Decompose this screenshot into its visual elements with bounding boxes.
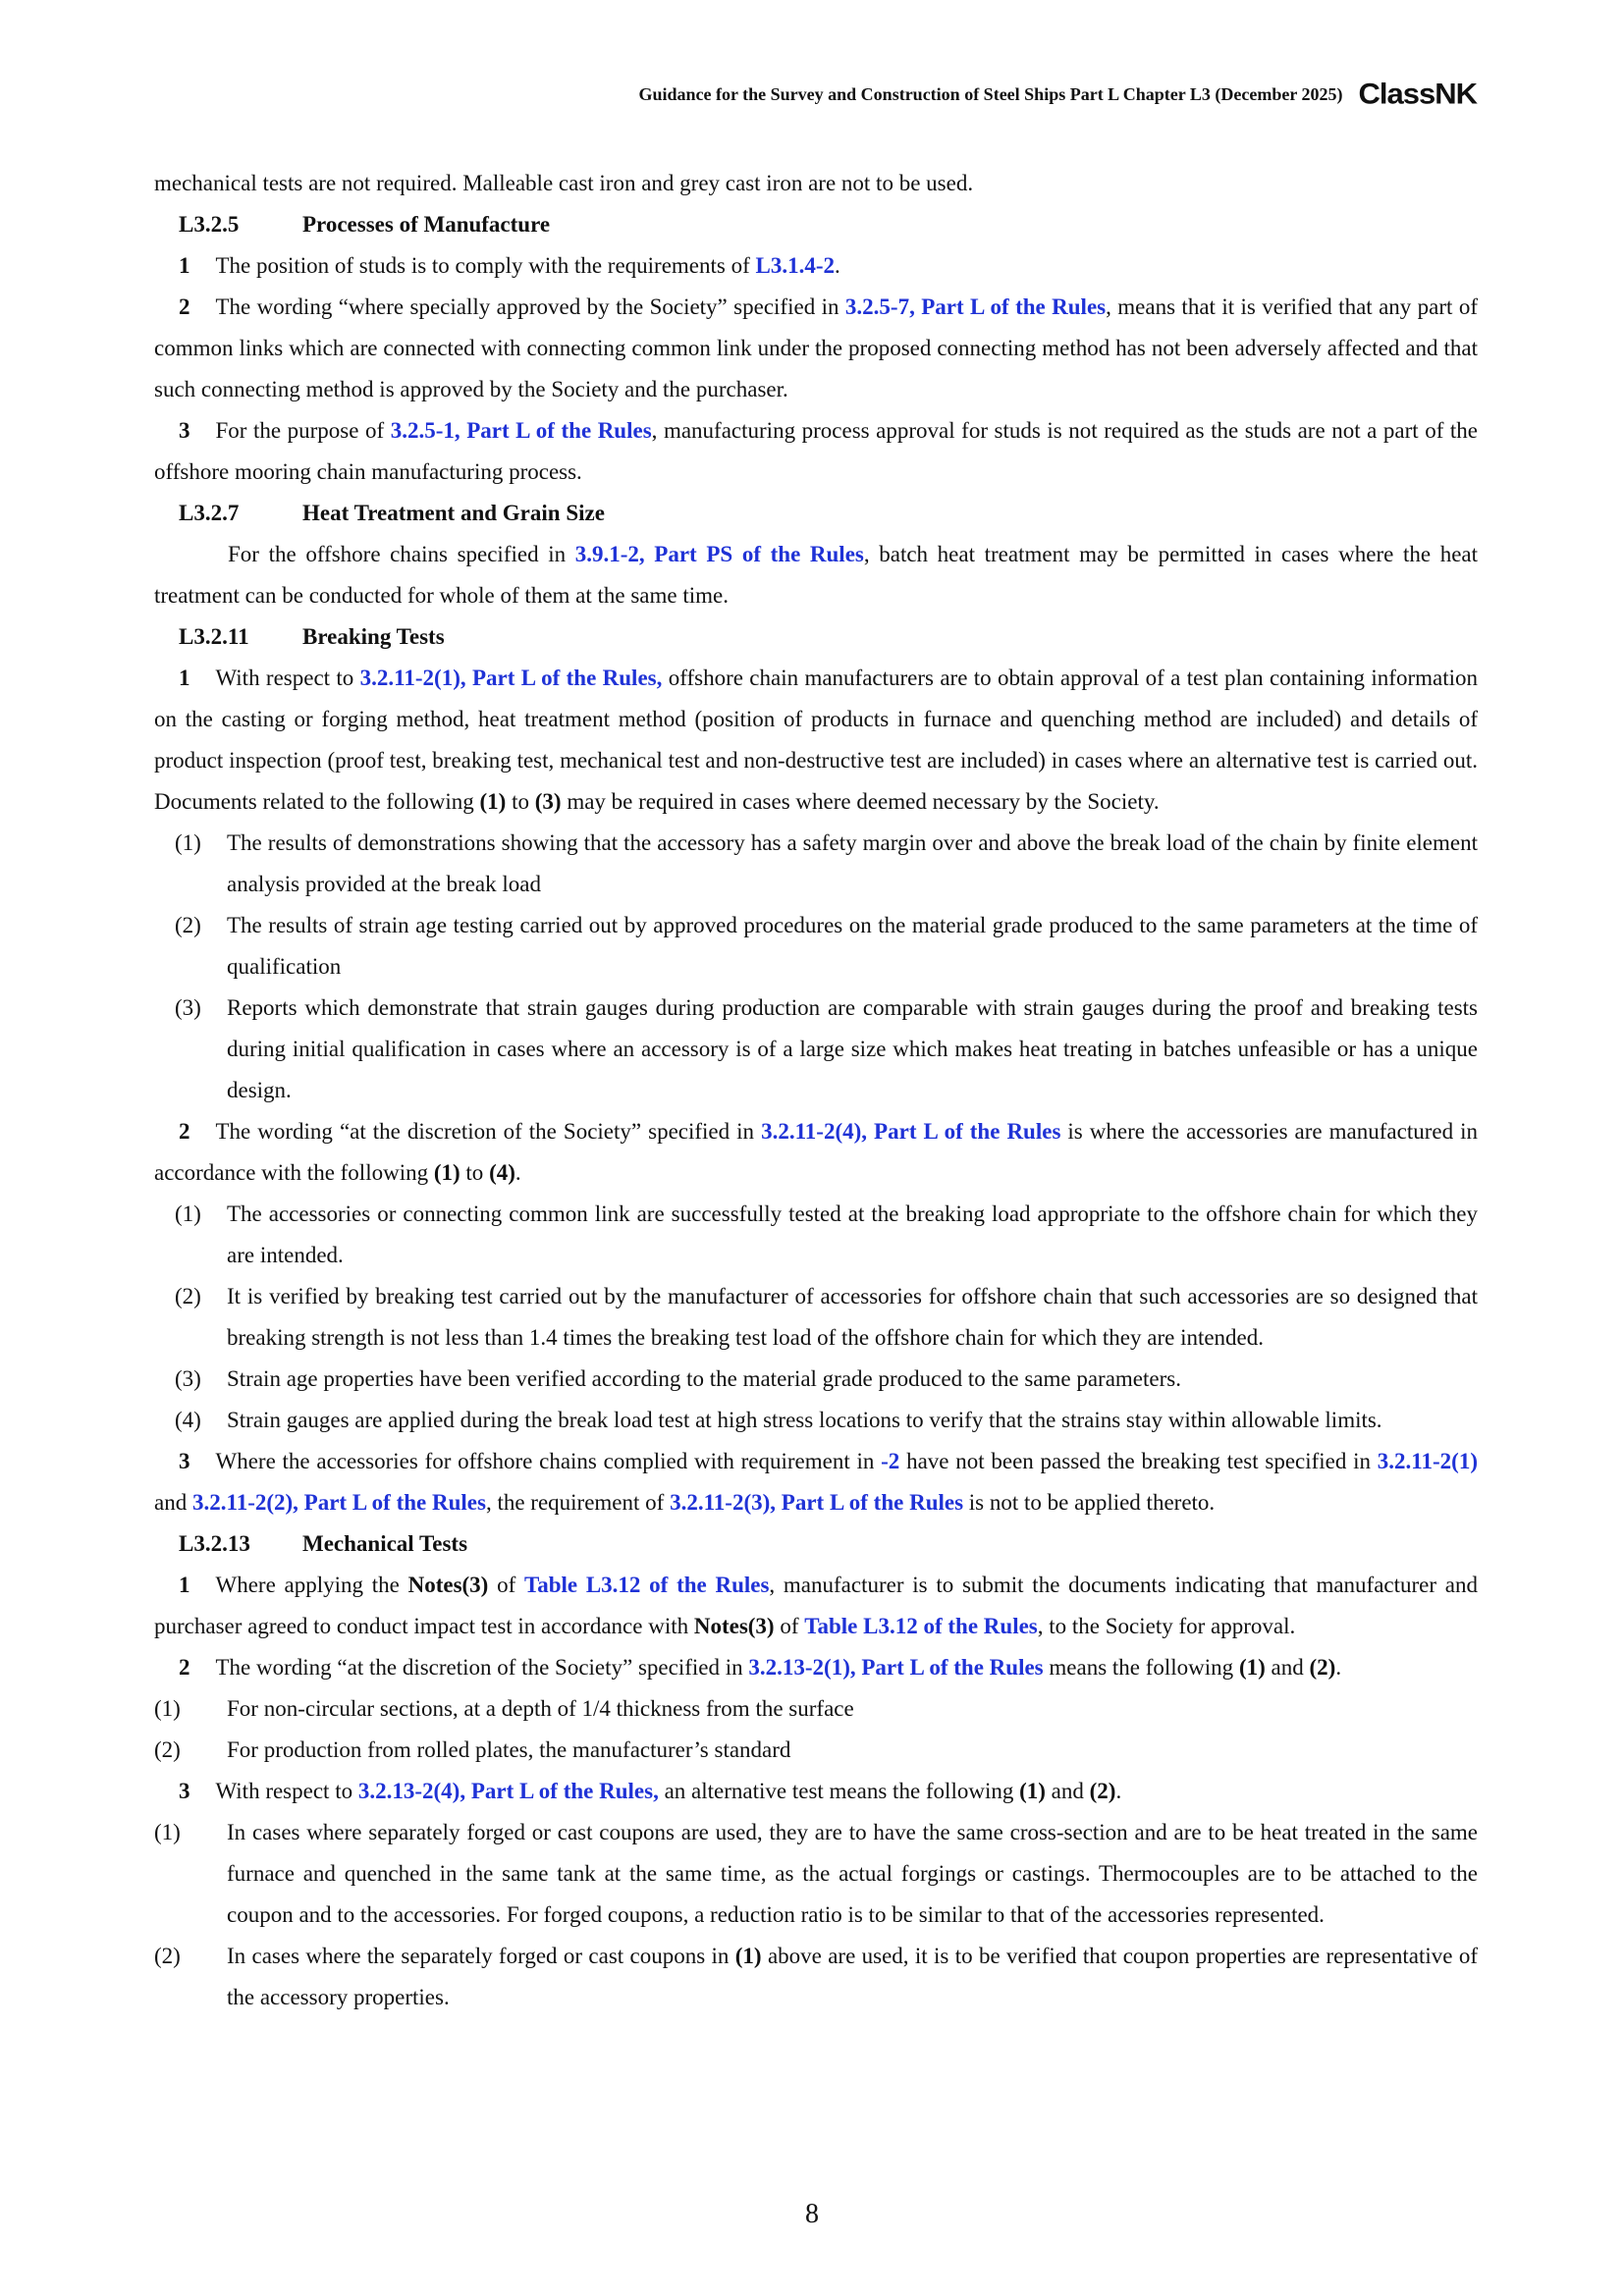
rule-link[interactable]: -2: [881, 1449, 900, 1473]
list-item: (1) The results of demonstrations showing that the accessory has a safety margin over and above the break load of the chain by finite element analysis provided at the break load: [175, 830, 1478, 896]
rule-link[interactable]: 3.9.1-2, Part PS of the Rules: [574, 542, 864, 566]
rule-link[interactable]: 3.2.11-2(1): [1377, 1449, 1479, 1473]
rule-link[interactable]: 3.2.11-2(4), Part L of the Rules: [761, 1119, 1061, 1144]
paragraph: 2 The wording “at the discretion of the Society” specified in 3.2.11-2(4), Part L of the Rules is where the accessories are manufactured in accordance with the following (1) to (4).: [154, 1119, 1478, 1185]
list-item: (1) The accessories or connecting common link are successfully tested at the breaking load appropriate to the offshore chain for which they are intended.: [175, 1201, 1478, 1267]
rule-link[interactable]: 3.2.11-2(3), Part L of the Rules: [670, 1490, 964, 1515]
paragraph: 1 The position of studs is to comply with the requirements of L3.1.4-2.: [179, 253, 840, 278]
list-item: (2) It is verified by breaking test carried out by the manufacturer of accessories for offshore chain that such accessories are so designed that breaking strength is not less than 1.4 times the breaking test load of the offshore chain for which they are intended.: [175, 1284, 1478, 1350]
list-item: (1) In cases where separately forged or cast coupons are used, they are to have the same cross-section and are to be heat treated in the same furnace and quenched in the same tank at the same time, as the actual forgings or castings. Thermocouples are to be attached to the coupon and to the accessories. For forged coupons, a reduction ratio is to be similar to that of the accessories represented.: [154, 1820, 1478, 1927]
paragraph: 1 With respect to 3.2.11-2(1), Part L of the Rules, offshore chain manufacturers are to obtain approval of a test plan containing information on the casting or forging method, heat treatment method (position of products in furnace and quenching method are included) and details of product inspection (proof test, breaking test, mechanical test and non-destructive test are included) in cases where an alternative test is carried out. Documents related to the following (1) to (3) may be required in cases where deemed necessary by the Society.: [154, 666, 1478, 814]
list-item: (2) The results of strain age testing carried out by approved procedures on the material grade produced to the same parameters at the time of qualification: [175, 913, 1478, 979]
paragraph: 3 For the purpose of 3.2.5-1, Part L of the Rules, manufacturing process approval for studs is not required as the studs are not a part of the offshore mooring chain manufacturing process.: [154, 418, 1479, 484]
list-item: (3) Strain age properties have been verified according to the material grade produced to the same parameters.: [175, 1366, 1181, 1391]
page-header: [639, 77, 1478, 112]
rule-link[interactable]: 3.2.11-2(1), Part L of the Rules,: [359, 666, 663, 690]
list-item: (3) Reports which demonstrate that strain gauges during production are comparable with strain gauges during the proof and breaking tests during initial qualification in cases where an accessory is of a large size which makes heat treating in batches unfeasible or has a unique design.: [175, 995, 1478, 1102]
paragraph: 3 Where the accessories for offshore chains complied with requirement in -2 have not been passed the breaking test specified in 3.2.11-2(1) and 3.2.11-2(2), Part L of the Rules, the requirement of 3.2.11-2(3), Part L of the Rules is not to be applied thereto.: [154, 1449, 1479, 1515]
paragraph: 1 Where applying the Notes(3) of Table L3.12 of the Rules, manufacturer is to submit the documents indicating that manufacturer and purchaser agreed to conduct impact test in accordance with Notes(3) of Table L3.12 of the Rules, to the Society for approval.: [154, 1573, 1478, 1638]
rule-link[interactable]: 3.2.5-1, Part L of the Rules: [390, 418, 652, 443]
section-heading-l3-2-5: L3.2.5 Processes of Manufacture: [179, 212, 551, 237]
section-heading-l3-2-13: L3.2.13 Mechanical Tests: [179, 1531, 468, 1556]
list-item: (1) For non-circular sections, at a depth of 1/4 thickness from the surface: [154, 1696, 854, 1721]
list-item: (2) In cases where the separately forged or cast coupons in (1) above are used, it is to be verified that coupon properties are representative of the accessory properties.: [154, 1944, 1478, 2009]
document-body: [154, 163, 1478, 2018]
classnk-logo: ClassNK: [1358, 77, 1477, 111]
rule-link[interactable]: L3.1.4-2: [755, 253, 836, 278]
list-item: (2) For production from rolled plates, the manufacturer’s standard: [154, 1737, 791, 1762]
paragraph-continuation: mechanical tests are not required. Malleable cast iron and grey cast iron are not to be used.: [154, 171, 974, 195]
rule-link[interactable]: 3.2.5-7, Part L of the Rules: [844, 294, 1107, 319]
rule-link[interactable]: Table L3.12 of the Rules: [804, 1614, 1038, 1638]
page-number: 8: [805, 2199, 819, 2229]
paragraph: 2 The wording “where specially approved by the Society” specified in 3.2.5-7, Part L of the Rules, means that it is verified that any part of common links which are connected with connecting common link under the proposed connecting method has not been adversely affected and that such connecting method is approved by the Society and the purchaser.: [154, 294, 1479, 401]
rule-link[interactable]: 3.2.13-2(1), Part L of the Rules: [748, 1655, 1044, 1680]
paragraph: 3 With respect to 3.2.13-2(4), Part L of the Rules, an alternative test means the following (1) and (2).: [179, 1779, 1122, 1803]
paragraph: 2 The wording “at the discretion of the Society” specified in 3.2.13-2(1), Part L of the Rules means the following (1) and (2).: [179, 1655, 1342, 1680]
rule-link[interactable]: Table L3.12 of the Rules: [523, 1573, 770, 1597]
document-title: Guidance for the Survey and Construction of Steel Ships Part L Chapter L3 (December 2025): [638, 83, 1343, 104]
rule-link[interactable]: 3.2.11-2(2), Part L of the Rules: [191, 1490, 486, 1515]
paragraph: For the offshore chains specified in 3.9.1-2, Part PS of the Rules, batch heat treatment may be permitted in cases where the heat treatment can be conducted for whole of them at the same time.: [154, 542, 1478, 608]
list-item: (4) Strain gauges are applied during the break load test at high stress locations to verify that the strains stay within allowable limits.: [175, 1408, 1382, 1432]
section-heading-l3-2-7: L3.2.7 Heat Treatment and Grain Size: [179, 501, 605, 525]
rule-link[interactable]: 3.2.13-2(4), Part L of the Rules,: [357, 1779, 659, 1803]
section-heading-l3-2-11: L3.2.11 Breaking Tests: [179, 624, 445, 649]
